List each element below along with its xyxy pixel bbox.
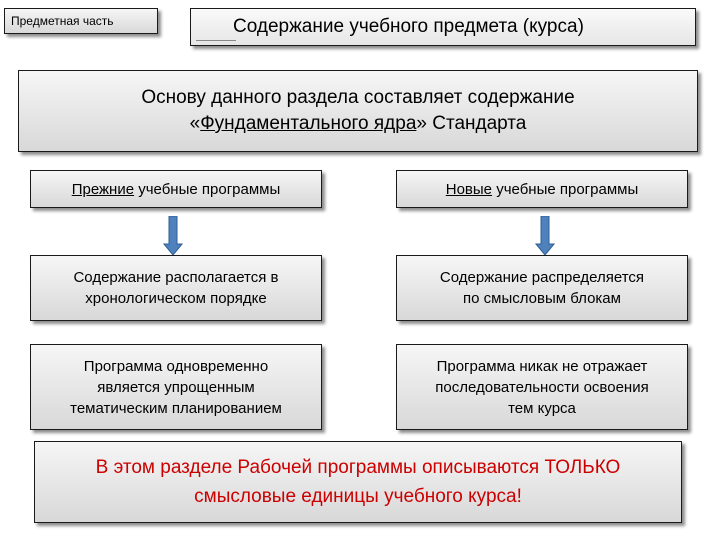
new-sequence-line2: последовательности освоения [435,378,649,396]
old-planning-line2: является упрощенным [97,378,255,396]
down-arrow-icon [163,216,183,256]
new-programs-order-box [396,255,688,321]
conclusion-line1: В этом разделе Рабочей программы описываются ТОЛЬКО [95,457,621,478]
old-programs-order-box [30,255,322,321]
section-tag-label: Предметная часть [11,14,114,28]
conclusion-line2: смысловые единицы учебного курса! [194,486,522,507]
main-statement-box [18,70,698,152]
new-order-line2: по смысловым блокам [463,290,621,307]
new-programs-header [396,170,688,208]
old-programs-keyword: Прежние [71,180,135,198]
old-programs-header [30,170,322,208]
new-sequence-line1: Программа никак не отражает [436,357,648,375]
new-programs-keyword: Новые [445,180,493,198]
main-statement-line2 [190,111,527,137]
title-divider [196,40,236,41]
old-programs-header-rest: учебные программы [134,180,281,198]
page-title-text: Содержание учебного предмета (курса) [233,16,584,37]
quote-close-standard: » Стандарта [416,113,527,134]
old-order-line2: хронологическом порядке [85,290,267,307]
new-order-line1: Содержание распределяется [439,269,645,286]
page-title [190,8,696,46]
conclusion-box [34,441,682,523]
old-planning-line3: тематическим планированием [70,399,282,417]
old-order-line1: Содержание располагается в [73,269,279,286]
old-programs-planning-box [30,344,322,430]
down-arrow-icon [535,216,555,256]
old-planning-line1: Программа одновременно [83,357,269,375]
quote-open: « [189,113,201,134]
new-programs-header-rest: учебные программы [492,180,639,198]
fundamental-core-term: Фундаментального ядра [200,113,417,134]
new-sequence-line3: тем курса [508,399,576,417]
new-programs-sequence-box [396,344,688,430]
main-statement-line1: Основу данного раздела составляет содержание [141,87,575,108]
section-tag [4,8,158,34]
